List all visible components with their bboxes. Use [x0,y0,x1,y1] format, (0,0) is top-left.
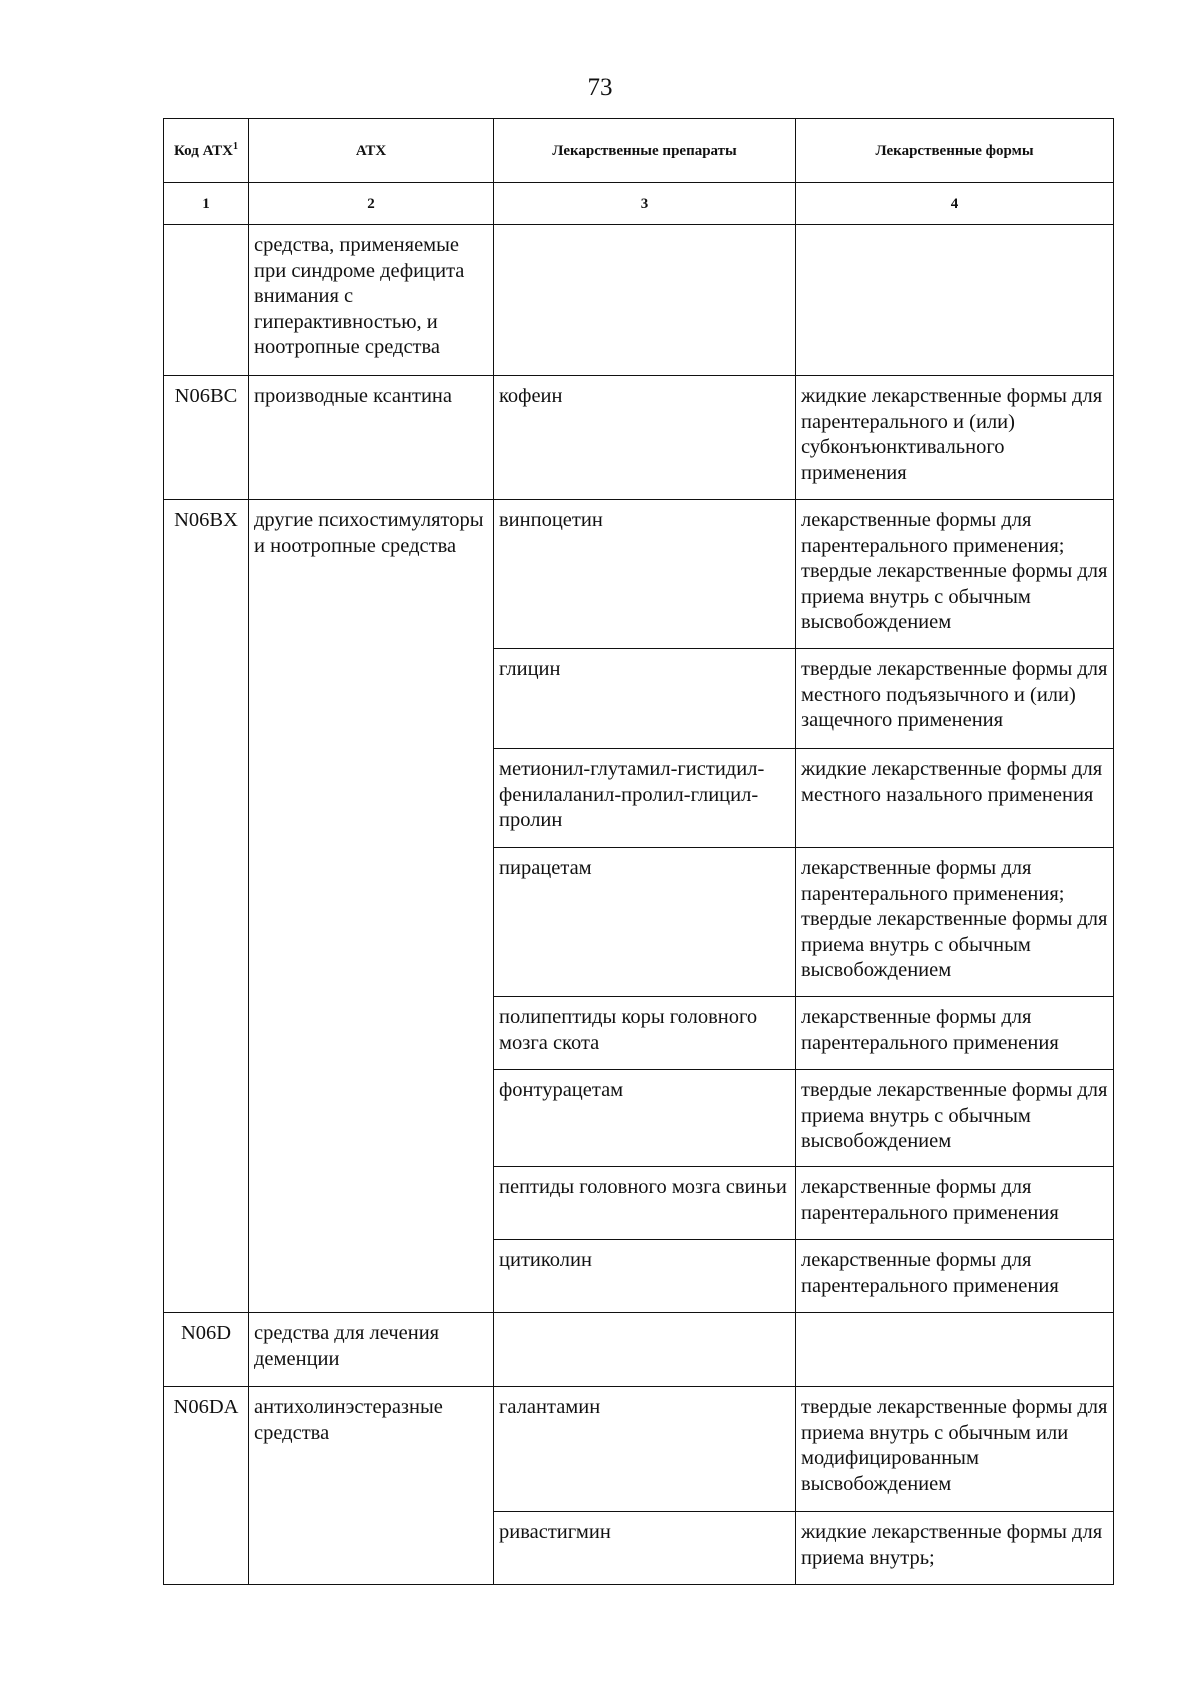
dosage-form-cell [796,225,1114,376]
atc-code-cell: N06BX [164,500,249,1313]
atc-code-cell: N06DA [164,1387,249,1585]
atc-group-cell: средства, применяемые при синдроме дефицита внимания с гиперактивностью, и ноотропные средства [249,225,494,376]
header-drugs: Лекарственные препараты [494,119,796,183]
atc-group-cell: производные ксантина [249,376,494,500]
atc-code-cell: N06D [164,1313,249,1387]
atc-drug-table [163,118,1114,1585]
dosage-form-cell: лекарственные формы для парентерального применения; твердые лекарственные формы для приема внутрь с обычным высвобождением [796,500,1114,649]
atc-group-cell: антихолинэстеразные средства [249,1387,494,1585]
drug-cell: пирацетам [494,848,796,997]
header-atc-code: Код АТХ$^1$ [164,119,249,183]
table-header-row [164,119,1114,183]
page-number: 73 [587,74,613,101]
dosage-form-cell: твердые лекарственные формы для приема внутрь с обычным высвобождением [796,1070,1114,1167]
dosage-form-cell: лекарственные формы для парентерального применения; твердые лекарственные формы для приема внутрь с обычным высвобождением [796,848,1114,997]
drug-cell: полипептиды коры головного мозга скота [494,997,796,1070]
dosage-form-cell [796,1313,1114,1387]
drug-cell [494,1313,796,1387]
table-row [164,1387,1114,1512]
table-row [164,376,1114,500]
column-number-row [164,183,1114,225]
drug-cell: галантамин [494,1387,796,1512]
column-number: 1 [164,183,249,225]
drug-cell: цитиколин [494,1240,796,1313]
atc-group-cell: средства для лечения деменции [249,1313,494,1387]
column-number: 2 [249,183,494,225]
atc-code-cell [164,225,249,376]
dosage-form-cell: лекарственные формы для парентерального применения [796,1167,1114,1240]
drug-cell: кофеин [494,376,796,500]
drug-cell [494,225,796,376]
dosage-form-cell: жидкие лекарственные формы для местного назального применения [796,749,1114,848]
atc-code-cell: N06BC [164,376,249,500]
dosage-form-cell: лекарственные формы для парентерального применения [796,1240,1114,1313]
dosage-form-cell: жидкие лекарственные формы для парентерального и (или) субконъюнктивального применения [796,376,1114,500]
drug-cell: пептиды головного мозга свиньи [494,1167,796,1240]
column-number: 4 [796,183,1114,225]
drug-cell: ривастигмин [494,1512,796,1585]
table-row [164,500,1114,649]
header-dosage-forms: Лекарственные формы [796,119,1114,183]
column-number: 3 [494,183,796,225]
table-row [164,225,1114,376]
dosage-form-cell: твердые лекарственные формы для приема внутрь с обычным или модифицированным высвобождением [796,1387,1114,1512]
dosage-form-cell: лекарственные формы для парентерального применения [796,997,1114,1070]
table-row [164,1313,1114,1387]
dosage-form-cell: жидкие лекарственные формы для приема внутрь; [796,1512,1114,1585]
atc-group-cell: другие психостимуляторы и ноотропные средства [249,500,494,1313]
drug-cell: винпоцетин [494,500,796,649]
drug-cell: фонтурацетам [494,1070,796,1167]
header-atc: АТХ [249,119,494,183]
dosage-form-cell: твердые лекарственные формы для местного подъязычного и (или) защечного применения [796,649,1114,749]
drug-cell: метионил-глутамил-гистидил-фенилаланил-пролил-глицил-пролин [494,749,796,848]
drug-cell: глицин [494,649,796,749]
